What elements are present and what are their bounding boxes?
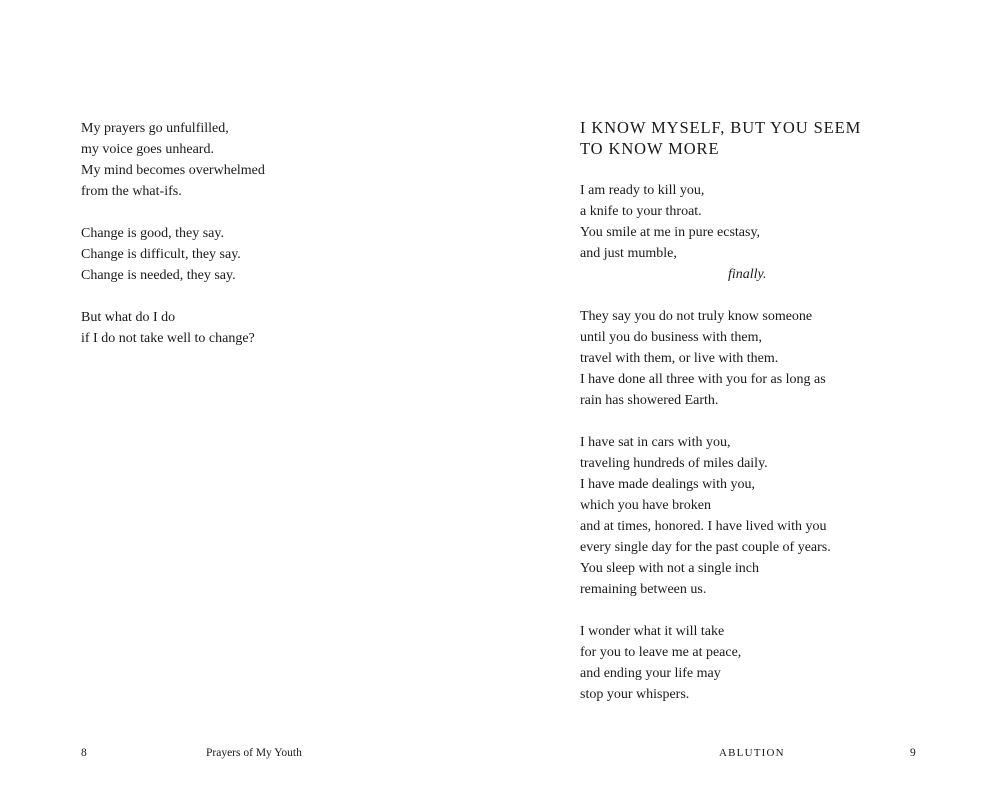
- poem-line: Change is needed, they say.: [81, 268, 236, 283]
- poem-line: Change is difficult, they say.: [81, 247, 241, 262]
- poem-line: I have made dealings with you,: [580, 477, 755, 492]
- poem-line: I am ready to kill you,: [580, 183, 705, 198]
- poem-title: [580, 117, 861, 159]
- poem-line: a knife to your throat.: [580, 204, 702, 219]
- poem-line: But what do I do: [81, 310, 176, 325]
- poem-line: You sleep with not a single inch: [580, 561, 760, 576]
- poem-line: traveling hundreds of miles daily.: [580, 456, 768, 471]
- poem-line: I have done all three with you for as long as: [580, 372, 826, 387]
- poem-line: My prayers go unfulfilled,: [81, 121, 229, 136]
- poem-line: my voice goes unheard.: [81, 142, 214, 157]
- stanza: [580, 621, 831, 705]
- poem-line: every single day for the past couple of years.: [580, 540, 831, 555]
- poem-line: and just mumble,: [580, 246, 677, 261]
- poem-line: I wonder what it will take: [580, 624, 725, 639]
- poem-line: which you have broken: [580, 498, 712, 513]
- stanza: [580, 306, 831, 411]
- poem-line: and ending your life may: [580, 666, 721, 681]
- poem-line: travel with them, or live with them.: [580, 351, 779, 366]
- poem-title-line: I KNOW MYSELF, BUT YOU SEEM: [580, 118, 862, 137]
- right-page: [499, 0, 999, 800]
- poem-line: for you to leave me at peace,: [580, 645, 742, 660]
- stanza: [81, 307, 265, 349]
- poem-line: My mind becomes overwhelmed: [81, 163, 265, 178]
- left-page: [0, 0, 499, 800]
- poem-line: I have sat in cars with you,: [580, 435, 731, 450]
- poem-title-line: TO KNOW MORE: [580, 139, 720, 158]
- indented-italic-word: finally.: [728, 267, 767, 282]
- poem-line: You smile at me in pure ecstasy,: [580, 225, 761, 240]
- stanza: [81, 223, 265, 286]
- poem-line: remaining between us.: [580, 582, 707, 597]
- poem-line: and at times, honored. I have lived with you: [580, 519, 827, 534]
- left-page-number: 8: [81, 747, 87, 759]
- left-poem-body: [81, 118, 265, 370]
- poem-line: from the what-ifs.: [81, 184, 182, 199]
- left-running-title: Prayers of My Youth: [206, 747, 302, 759]
- poem-line: if I do not take well to change?: [81, 331, 255, 346]
- poem-line: They say you do not truly know someone: [580, 309, 813, 324]
- poem-line: until you do business with them,: [580, 330, 762, 345]
- stanza: [580, 432, 831, 600]
- stanza: [580, 180, 831, 285]
- poem-line: Change is good, they say.: [81, 226, 224, 241]
- right-poem-body: [580, 180, 831, 726]
- poem-line: stop your whispers.: [580, 687, 690, 702]
- right-page-number: 9: [910, 747, 916, 759]
- poem-line: rain has showered Earth.: [580, 393, 719, 408]
- stanza: [81, 118, 265, 202]
- right-running-title: ABLUTION: [719, 747, 785, 759]
